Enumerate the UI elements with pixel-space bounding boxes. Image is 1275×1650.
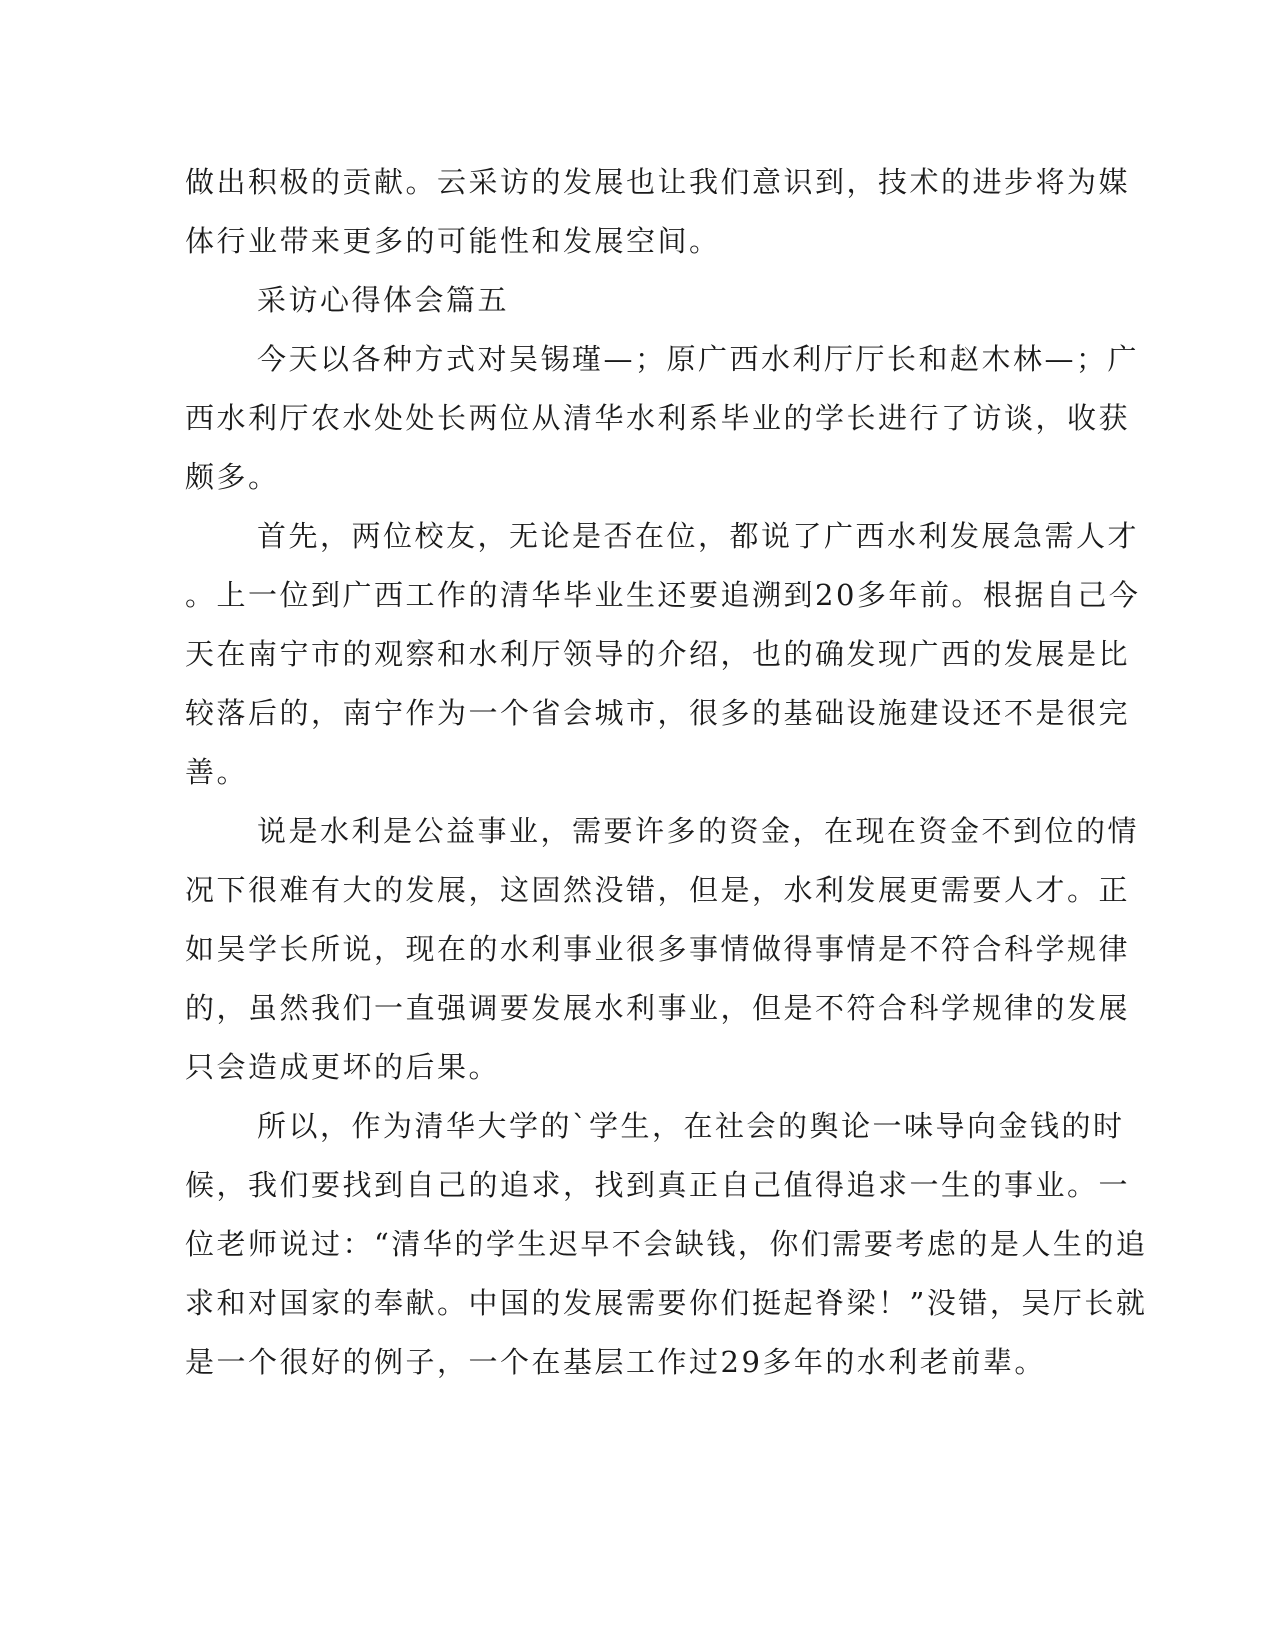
text-line: 况下很难有大的发展，这固然没错，但是，水利发展更需要人才。正 xyxy=(185,873,1131,907)
text-line: 西水利厅农水处处长两位从清华水利系毕业的学长进行了访谈，收获 xyxy=(185,401,1131,435)
text-line: 做出积极的贡献。云采访的发展也让我们意识到，技术的进步将为媒 xyxy=(185,165,1131,199)
text-line: 体行业带来更多的可能性和发展空间。 xyxy=(185,224,721,258)
text-line: 所以，作为清华大学的`学生，在社会的舆论一味导向金钱的时 xyxy=(257,1109,1125,1143)
text-line: 位老师说过：“清华的学生迟早不会缺钱，你们需要考虑的是人生的追 xyxy=(185,1227,1148,1261)
text-line: 善。 xyxy=(185,755,249,789)
text-line: 天在南宁市的观察和水利厅领导的介绍，也的确发现广西的发展是比 xyxy=(185,637,1131,671)
text-line: 颇多。 xyxy=(185,460,280,494)
text-line: 采访心得体会篇五 xyxy=(257,283,510,317)
document-body xyxy=(185,153,1148,1392)
text-line: 说是水利是公益事业，需要许多的资金，在现在资金不到位的情 xyxy=(257,814,1140,848)
text-line: 只会造成更坏的后果。 xyxy=(185,1050,501,1084)
text-line: 候，我们要找到自己的追求，找到真正自己值得追求一生的事业。一 xyxy=(185,1168,1131,1202)
text-line: 。上一位到广西工作的清华毕业生还要追溯到20多年前。根据自己今 xyxy=(185,578,1141,612)
text-line: 今天以各种方式对吴锡瑾—；原广西水利厅厅长和赵木林—；广 xyxy=(257,342,1140,376)
text-line: 求和对国家的奉献。中国的发展需要你们挺起脊梁！”没错，吴厅长就 xyxy=(185,1286,1148,1320)
text-line: 的，虽然我们一直强调要发展水利事业，但是不符合科学规律的发展 xyxy=(185,991,1131,1025)
text-line: 较落后的，南宁作为一个省会城市，很多的基础设施建设还不是很完 xyxy=(185,696,1131,730)
text-line: 如吴学长所说，现在的水利事业很多事情做得事情是不符合科学规律 xyxy=(185,932,1131,966)
text-line: 是一个很好的例子，一个在基层工作过29多年的水利老前辈。 xyxy=(185,1345,1046,1379)
text-line: 首先，两位校友，无论是否在位，都说了广西水利发展急需人才 xyxy=(257,519,1140,553)
